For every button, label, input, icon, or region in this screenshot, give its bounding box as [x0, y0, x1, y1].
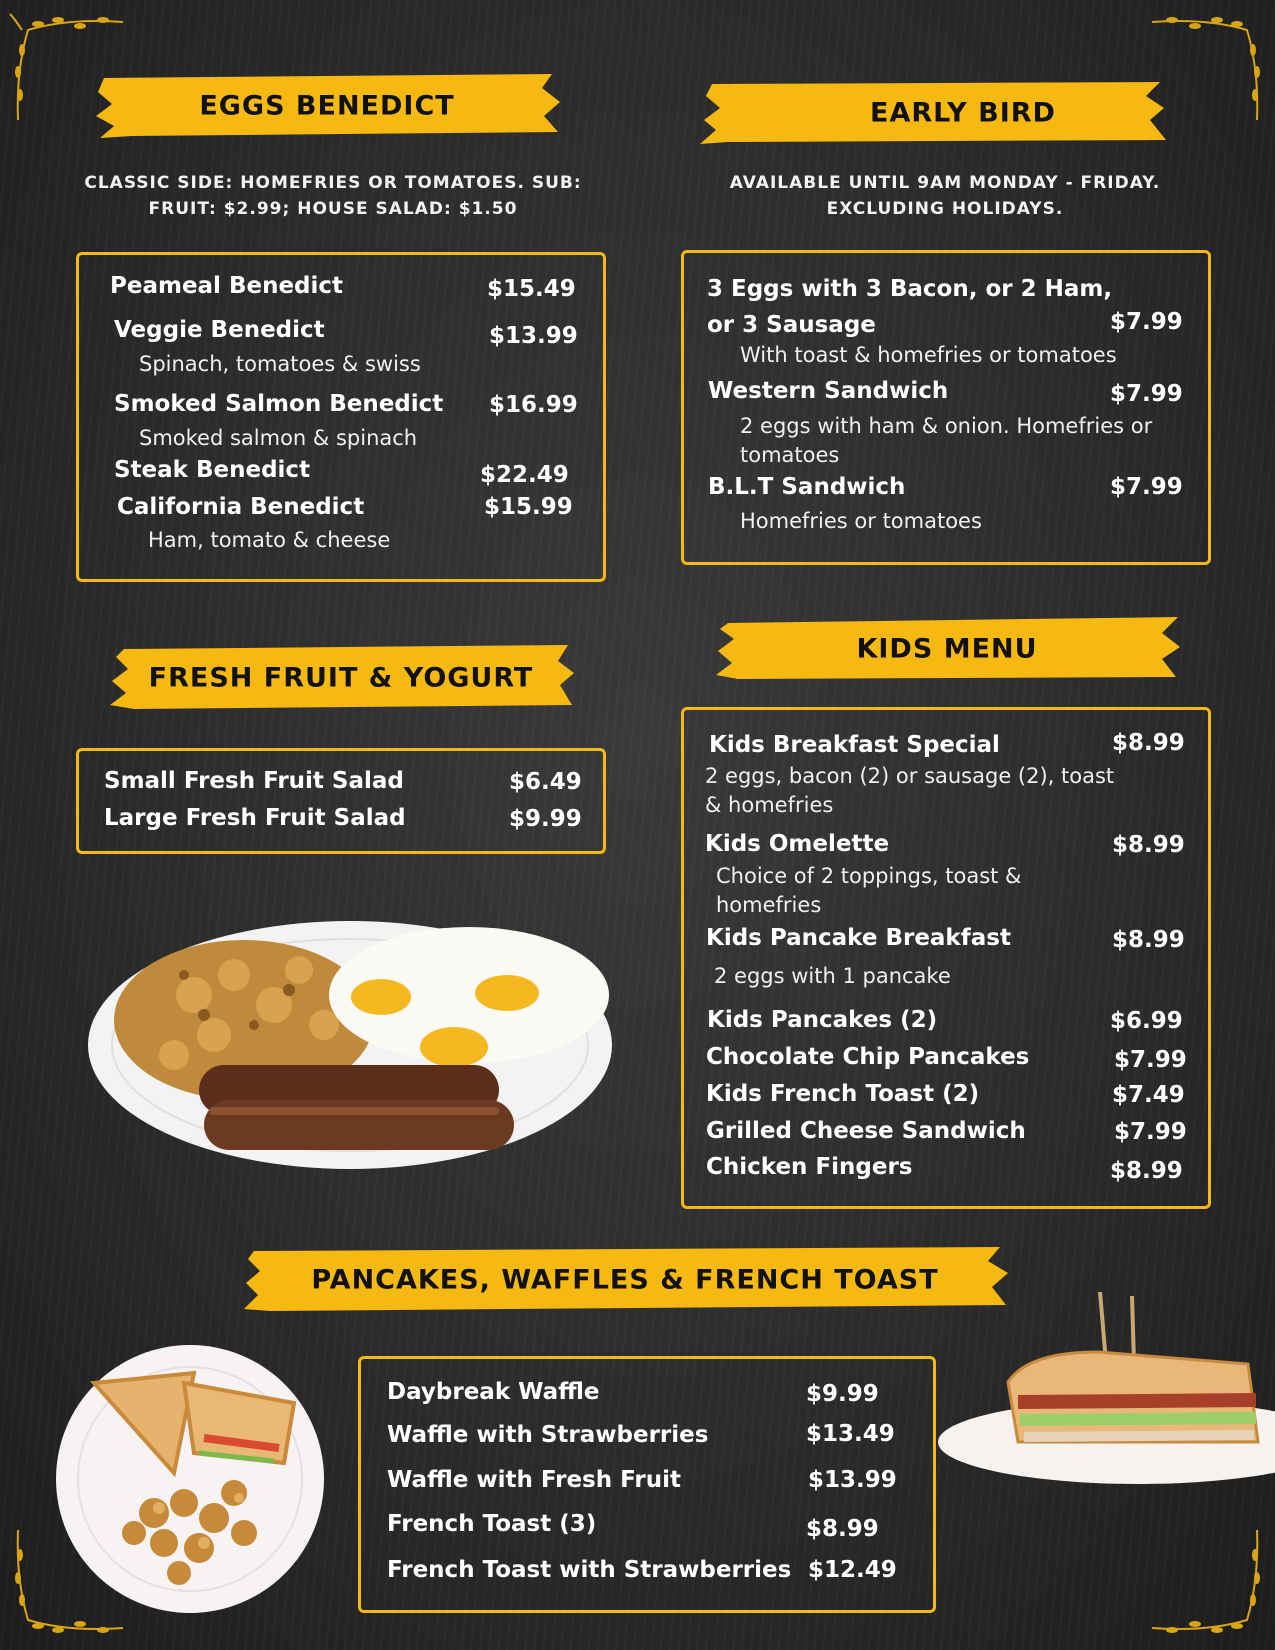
menu-item-name: Peameal Benedict	[110, 273, 344, 299]
eggs-benedict-title: EGGS BENEDICT	[199, 90, 455, 122]
menu-item-price: $13.99	[489, 323, 578, 349]
menu-item-name: Kids Omelette	[705, 831, 890, 857]
vine-ornament-bottom-right	[1147, 1525, 1267, 1640]
menu-item-price: $16.99	[489, 392, 578, 418]
menu-item-name: Large Fresh Fruit Salad	[104, 805, 406, 831]
menu-item-name: B.L.T Sandwich	[708, 474, 906, 500]
menu-item-price: $8.99	[1112, 730, 1185, 756]
menu-item-price: $7.99	[1110, 474, 1183, 500]
menu-item-price: $13.99	[808, 1467, 897, 1493]
menu-item-name: Kids Pancake Breakfast	[706, 925, 1011, 951]
fruit-title: FRESH FRUIT & YOGURT	[148, 662, 534, 694]
menu-item-name: Chocolate Chip Pancakes	[706, 1044, 1030, 1070]
menu-item-price: $8.99	[806, 1516, 879, 1542]
eggs-benedict-note: CLASSIC SIDE: HOMEFRIES OR TOMATOES. SUB: FRUIT: $2.99; HOUSE SALAD: $1.50	[84, 173, 582, 219]
menu-item-name: Veggie Benedict	[114, 317, 325, 343]
menu-item-price: $8.99	[1110, 1158, 1183, 1184]
menu-item-price: $7.99	[1110, 309, 1183, 335]
menu-item-price: $12.49	[808, 1557, 897, 1583]
menu-item-price: $13.49	[806, 1421, 895, 1447]
early-bird-banner	[698, 80, 1168, 146]
menu-item-price: $8.99	[1112, 927, 1185, 953]
menu-item-name: Kids Pancakes (2)	[707, 1007, 938, 1033]
fruit-box	[76, 748, 606, 854]
menu-item-name: California Benedict	[117, 494, 365, 520]
menu-item-name: Kids French Toast (2)	[706, 1081, 980, 1107]
menu-item-price: $6.99	[1110, 1008, 1183, 1034]
menu-item-name: Chicken Fingers	[706, 1154, 913, 1180]
kids-menu-title: KIDS MENU	[856, 633, 1038, 665]
pancakes-title: PANCAKES, WAFFLES & FRENCH TOAST	[311, 1264, 939, 1296]
menu-item-price: $6.49	[509, 769, 582, 795]
menu-item-name: Steak Benedict	[114, 457, 311, 483]
menu-item-name: French Toast (3)	[387, 1511, 597, 1537]
early-bird-note: AVAILABLE UNTIL 9AM MONDAY - FRIDAY. EXCLUDING HOLIDAYS.	[729, 173, 1161, 219]
menu-item-price: $9.99	[509, 806, 582, 832]
menu-item-name: Daybreak Waffle	[387, 1379, 600, 1405]
pancakes-banner	[240, 1245, 1010, 1315]
menu-item-description: With toast & homefries or tomatoes	[740, 343, 1117, 367]
menu-item-name: French Toast with Strawberries	[387, 1557, 792, 1583]
eggs-benedict-banner	[92, 72, 562, 140]
blt-sandwich-plate-photo	[54, 1343, 326, 1615]
breakfast-plate-photo	[84, 915, 616, 1175]
menu-item-description: 2 eggs, bacon (2) or sausage (2), toast & homefries	[705, 764, 1115, 817]
menu-item-name: Western Sandwich	[708, 378, 949, 404]
menu-item-description: Spinach, tomatoes & swiss	[139, 352, 421, 376]
menu-item-price: $15.99	[484, 494, 573, 520]
menu-item-name: Grilled Cheese Sandwich	[706, 1118, 1026, 1144]
menu-item-name: Waffle with Strawberries	[387, 1422, 709, 1448]
menu-item-name: 3 Eggs with 3 Bacon, or 2 Ham,	[707, 276, 1113, 302]
menu-item-description: Smoked salmon & spinach	[139, 426, 418, 450]
menu-item-price: $7.99	[1114, 1119, 1187, 1145]
menu-item-description: 2 eggs with ham & onion. Homefries or tomatoes	[740, 414, 1153, 467]
menu-item-name: Small Fresh Fruit Salad	[104, 768, 404, 794]
menu-item-price: $9.99	[806, 1381, 879, 1407]
menu-item-price: $8.99	[1112, 832, 1185, 858]
menu-item-price: $22.49	[480, 462, 569, 488]
menu-item-description: Ham, tomato & cheese	[148, 528, 391, 552]
early-bird-title: EARLY BIRD	[870, 97, 1056, 129]
menu-item-price: $7.49	[1112, 1082, 1185, 1108]
menu-item-price: $15.49	[487, 276, 576, 302]
kids-menu-banner	[712, 615, 1182, 683]
menu-item-description: Homefries or tomatoes	[740, 509, 982, 533]
menu-item-price: $7.99	[1114, 1047, 1187, 1073]
menu-item-price: $7.99	[1110, 381, 1183, 407]
menu-item-name: or 3 Sausage	[707, 312, 876, 338]
menu-item-description: Choice of 2 toppings, toast & homefries	[716, 864, 1022, 917]
menu-item-name: Kids Breakfast Special	[709, 732, 1000, 758]
club-sandwich-plate-photo	[938, 1292, 1275, 1488]
menu-item-name: Smoked Salmon Benedict	[114, 391, 444, 417]
menu-item-description: 2 eggs with 1 pancake	[714, 964, 951, 988]
fruit-banner	[106, 643, 576, 713]
menu-item-name: Waffle with Fresh Fruit	[387, 1467, 681, 1493]
